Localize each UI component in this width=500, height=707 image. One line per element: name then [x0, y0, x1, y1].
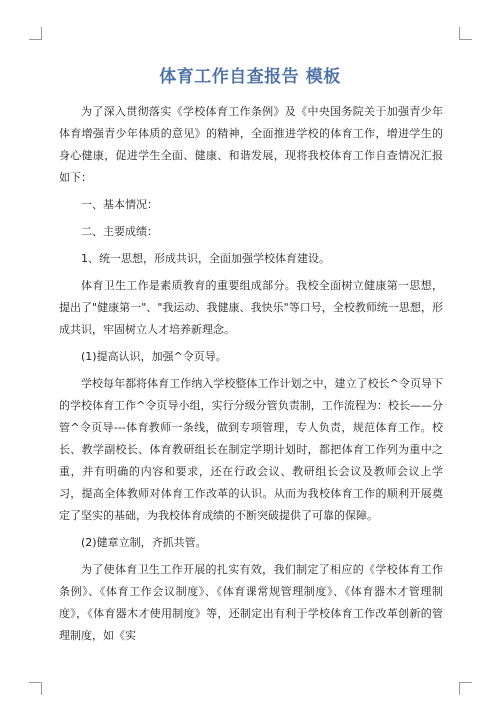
paragraph-health-first: 体育卫生工作是素质教育的重要组成部分。我校全面树立健康第一思想，提出了"健康第一"、"我运动、我健康、我快乐"等口号，全校教师统一思想，形成共识，牢固树立人才培养新理念。: [59, 279, 443, 336]
crop-mark-bottom-right: [459, 682, 472, 695]
subheading-leadership: (1)提高认识，加强^令页导。: [81, 350, 227, 363]
crop-mark-top-right: [459, 27, 472, 40]
subheading-rules: (2)健章立制，齐抓共管。: [81, 536, 207, 549]
crop-mark-top-left: [29, 27, 42, 40]
heading-basic-situation: 一、基本情况：: [81, 198, 158, 211]
document-title: 体育工作自查报告 模板: [159, 67, 341, 87]
paragraph-leadership: 学校每年都将体育工作纳入学校整体工作计划之中，建立了校长^令页导下的学校体育工作^令页导小组，实行分级分管负责制，工作流程为：校长——分管^令页导---体育教师一条线，做到专项管理，专人负责，规范体育工作。校长、教学副校长、体育教研组长在制定学期计划时，都把体育工作列为重中之重，并有明确的内容和要求，还在行政会议、教研组长会议及教师会议上学习，提高全体教师对体育工作改革的认识。从而为我校体育工作的顺利开展奠定了坚实的基础，为我校体育成绩的不断突破提供了可靠的保障。: [59, 377, 443, 522]
subheading-unify-thinking: 1、统一思想，形成共识，全面加强学校体育建设。: [81, 252, 330, 265]
paragraph-rules: 为了使体育卫生工作开展的扎实有效，我们制定了相应的《学校体育工作条例》、《体育工作会议制度》、《体育课常规管理制度》、《体育器木才管理制度》，《体育器木才使用制度》等，还制定出有利于学校体育工作改革创新的管理制度，如《实: [59, 563, 443, 642]
heading-main-achievements: 二、主要成绩：: [81, 225, 158, 238]
crop-mark-bottom-left: [29, 682, 42, 695]
paragraph-intro: 为了深入贯彻落实《学校体育工作条例》及《中央国务院关于加强青少年体育增强青少年体质的意见》的精神，全面推进学校的体育工作，增进学生的身心健康，促进学生全面、健康、和谐发展，现将我校体育工作自查情况汇报如下：: [59, 105, 443, 184]
document-body: [59, 101, 443, 652]
